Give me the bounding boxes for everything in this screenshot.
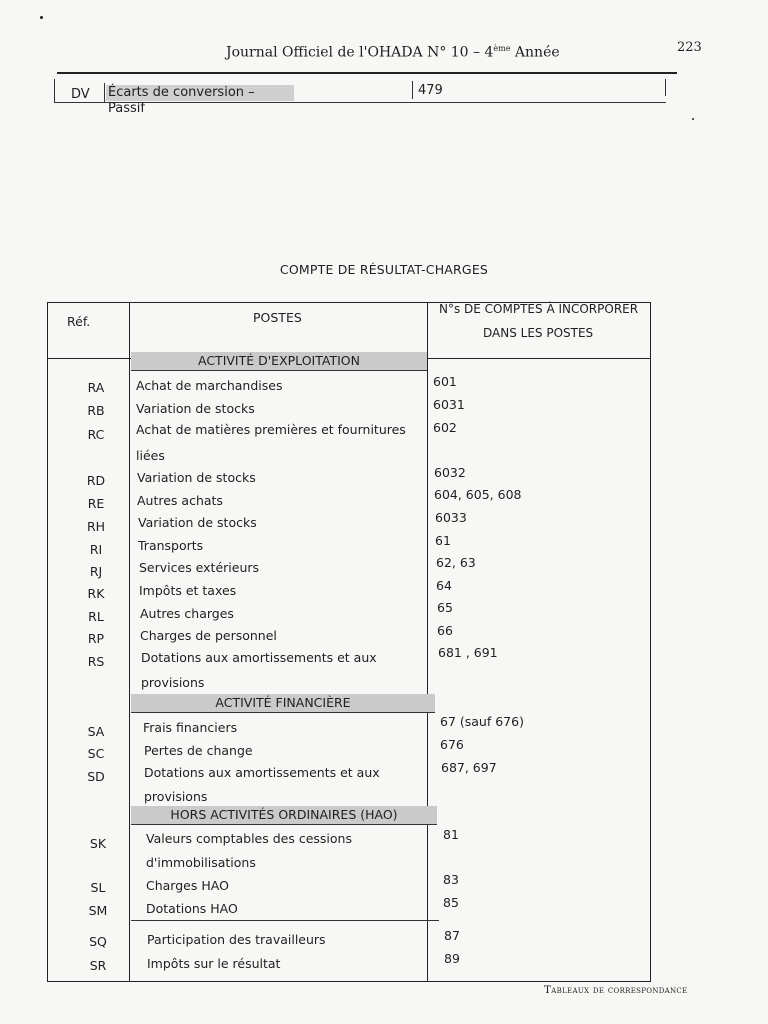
row-ref: RK: [87, 586, 105, 601]
row-label: Autres achats: [137, 493, 223, 508]
row-ref: SA: [87, 724, 105, 739]
section-header: ACTIVITÉ FINANCIÈRE: [131, 694, 435, 712]
row-ref: RS: [87, 654, 105, 669]
column-header-postes: POSTES: [253, 310, 302, 325]
row-accounts: 681 , 691: [438, 645, 498, 660]
row-label: Charges de personnel: [140, 628, 277, 643]
row-ref: RP: [87, 631, 105, 646]
row-accounts: 62, 63: [436, 555, 476, 570]
row-ref: SK: [89, 836, 107, 851]
row-label: Valeurs comptables des cessions: [146, 831, 352, 846]
row-label: Services extérieurs: [139, 560, 260, 575]
row-accounts: 604, 605, 608: [434, 487, 522, 502]
previous-table-row: [54, 79, 666, 116]
row-label: Variation de stocks: [137, 470, 256, 485]
row-ref: RL: [88, 609, 104, 624]
section-header: HORS ACTIVITÉS ORDINAIRES (HAO): [131, 806, 437, 824]
row-label-continued: d'immobilisations: [146, 855, 256, 870]
row-ref: DV: [71, 87, 90, 102]
row-ref: RE: [87, 496, 105, 511]
page-footer: Tableaux de correspondance: [544, 984, 688, 996]
row-label-continued: provisions: [141, 675, 205, 690]
row-ref: SM: [88, 903, 108, 918]
charges-table: [47, 302, 651, 982]
row-accounts: 89: [444, 951, 460, 966]
column-header-ref: Réf.: [67, 314, 91, 329]
row-label: Dotations aux amortissements et aux: [141, 650, 377, 665]
row-label: Dotations HAO: [146, 901, 238, 916]
row-label: Écarts de conversion – Passif: [106, 85, 294, 101]
row-accounts: 676: [440, 737, 464, 752]
row-label-continued: provisions: [144, 789, 208, 804]
row-ref: RC: [87, 427, 105, 442]
row-ref: RI: [89, 542, 103, 557]
row-label: Frais financiers: [143, 720, 238, 735]
row-label: Variation de stocks: [138, 515, 257, 530]
row-accounts: 83: [443, 872, 459, 887]
row-ref: RH: [86, 519, 106, 534]
row-ref: RB: [87, 403, 105, 418]
row-accounts: 479: [418, 83, 443, 98]
row-accounts: 87: [444, 928, 460, 943]
row-accounts: 61: [435, 533, 451, 548]
row-label: Impôts sur le résultat: [147, 956, 281, 971]
row-accounts: 85: [443, 895, 459, 910]
row-accounts: 602: [433, 420, 457, 435]
document-title: COMPTE DE RÉSULTAT-CHARGES: [279, 262, 489, 277]
row-accounts: 81: [443, 827, 459, 842]
speck: [692, 118, 694, 120]
page-header: [0, 40, 768, 66]
journal-title: Journal Officiel de l'OHADA N° 10 – 4ème Année: [226, 44, 560, 61]
row-accounts: 6032: [434, 465, 466, 480]
row-ref: SQ: [89, 934, 107, 949]
row-label: Autres charges: [140, 606, 234, 621]
row-label: Dotations aux amortissements et aux: [144, 765, 380, 780]
row-accounts: 65: [437, 600, 453, 615]
row-label: Achat de matières premières et fournitures: [136, 422, 406, 437]
row-label: Achat de marchandises: [136, 378, 283, 393]
row-accounts: 6031: [433, 397, 465, 412]
row-ref: RD: [86, 473, 106, 488]
row-label: Pertes de change: [144, 743, 253, 758]
speck: [40, 16, 43, 19]
section-header: ACTIVITÉ D'EXPLOITATION: [131, 352, 427, 370]
row-label: Impôts et taxes: [139, 583, 237, 598]
page-number: 223: [677, 40, 702, 55]
row-label: Variation de stocks: [136, 401, 255, 416]
header-rule: [57, 72, 677, 74]
row-ref: RA: [87, 380, 105, 395]
row-accounts: 601: [433, 374, 457, 389]
row-accounts: 6033: [435, 510, 467, 525]
row-label-continued: liées: [136, 448, 165, 463]
row-ref: SC: [87, 746, 105, 761]
row-accounts: 66: [437, 623, 453, 638]
row-label: Transports: [138, 538, 204, 553]
column-header-accounts-line2: DANS LES POSTES: [483, 326, 594, 340]
row-accounts: 687, 697: [441, 760, 497, 775]
row-ref: SR: [89, 958, 107, 973]
row-ref: SD: [87, 769, 105, 784]
column-header-accounts: N°s DE COMPTES À INCORPORER: [439, 302, 639, 316]
row-label: Participation des travailleurs: [147, 932, 326, 947]
row-ref: RJ: [89, 564, 103, 579]
row-label: Charges HAO: [146, 878, 229, 893]
row-accounts: 67 (sauf 676): [440, 714, 524, 729]
row-accounts: 64: [436, 578, 452, 593]
row-ref: SL: [90, 880, 106, 895]
